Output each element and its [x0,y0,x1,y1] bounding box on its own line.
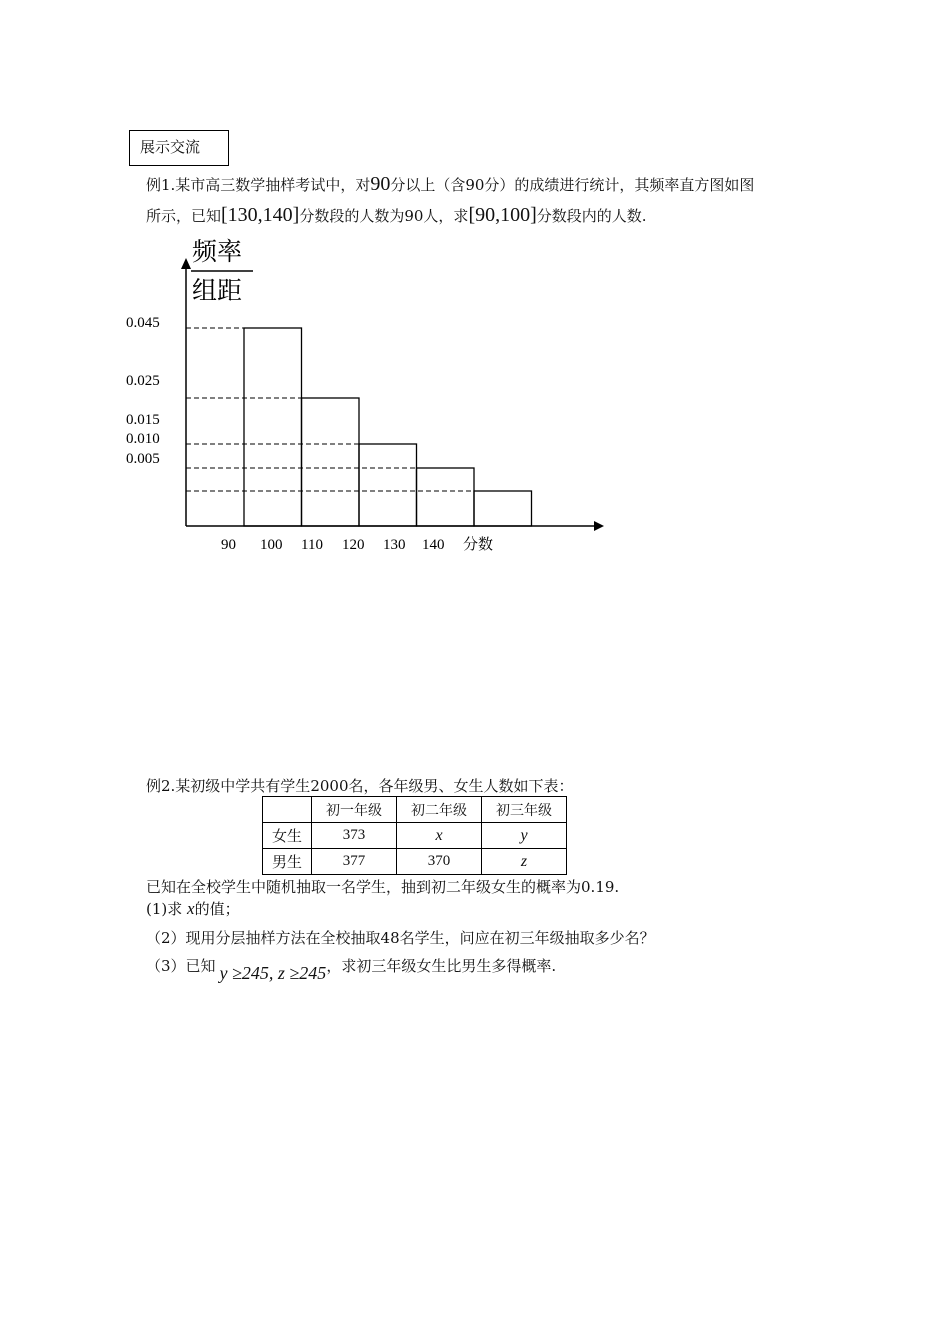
example1-line1 [146,174,754,195]
table-header-cell: 初一年级 [312,797,397,823]
row-label-girls: 女生 [263,823,312,849]
example1-text-d: 分数段的人数为90人，求 [299,207,469,225]
table-cell: x [397,823,482,849]
example1-text-a: 例1.某市高三数学抽样考试中，对 [146,176,371,194]
table-cell: 373 [312,823,397,849]
question-1-var: x [187,899,195,918]
x-tick-label: 100 [260,537,283,553]
grade-gender-table [262,796,567,875]
x-axis-arrow [594,521,604,531]
interval-90-100: [90,100] [468,204,537,226]
example2-given: 已知在全校学生中随机抽取一名学生，抽到初二年级女生的概率为0.19. [146,878,620,896]
x-tick-label: 90 [221,537,236,553]
example1-text-e: 分数段内的人数. [536,207,647,225]
question-1-text-b: 的值； [194,900,240,918]
histogram-bar [474,491,532,526]
x-tick-label: 140 [422,537,445,553]
table-row [263,823,567,849]
table-cell: z [482,849,567,875]
example1-text-c: 所示，已知 [146,207,222,225]
table-header-cell [263,797,312,823]
row-label-boys: 男生 [263,849,312,875]
y-tick-label: 0.015 [126,412,160,428]
question-3-text-a: （3）已知 [146,957,216,975]
question-1 [146,899,240,919]
table-cell: 377 [312,849,397,875]
question-3 [146,955,557,983]
example1-line2 [146,205,647,226]
x-tick-label: 120 [342,537,365,553]
y-tick-label: 0.010 [126,431,160,447]
table-cell: 370 [397,849,482,875]
histogram-bar [417,468,475,526]
x-tick-label: 110 [301,537,323,553]
y-axis-arrow [181,258,191,269]
question-3-condition: y ≥245, z ≥245 [219,963,327,983]
xlabel: 分数 [463,535,494,553]
y-tick-label: 0.005 [126,451,160,467]
y-tick-label: 0.045 [126,315,160,331]
example1-num-90: 90 [370,173,391,195]
histogram-bar [244,328,302,526]
section-label-box [129,130,229,166]
question-3-text-b: ，求初三年级女生比男生多得概率. [326,957,557,975]
table-row [263,849,567,875]
table-header-cell: 初三年级 [482,797,567,823]
table-cell: y [482,823,567,849]
x-tick-label: 130 [383,537,406,553]
question-2: （2）现用分层抽样方法在全校抽取48名学生，问应在初三年级抽取多少名？ [146,929,655,947]
table-header-cell: 初二年级 [397,797,482,823]
table-header-row [263,797,567,823]
frequency-histogram [120,236,620,566]
question-1-text-a: (1)求 [146,900,183,918]
ylabel-denominator: 组距 [192,276,243,305]
histogram-bar [302,398,360,526]
example1-text-b: 分以上（含90分）的成绩进行统计，其频率直方图如图 [390,176,755,194]
y-tick-label: 0.025 [126,373,160,389]
example2-intro: 例2.某初级中学共有学生2000名，各年级男、女生人数如下表： [146,777,574,795]
ylabel-numerator: 频率 [192,237,243,266]
section-label: 展示交流 [140,138,201,156]
histogram-bar [359,444,417,526]
interval-130-140: [130,140] [221,204,300,226]
